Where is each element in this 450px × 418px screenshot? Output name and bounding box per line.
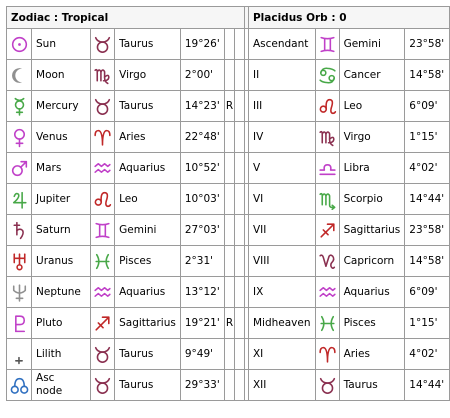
planet-name: Asc node <box>32 370 91 401</box>
planet-name: Pluto <box>32 308 91 339</box>
house-name: XII <box>248 370 315 401</box>
table-row <box>7 91 450 122</box>
planet-name: Venus <box>32 122 91 153</box>
planet-position: 29°33' <box>180 370 224 401</box>
planet-symbol <box>7 308 32 339</box>
table-row <box>7 215 450 246</box>
planet-sign: Taurus <box>115 339 181 370</box>
scorpio-icon <box>316 189 339 210</box>
empty-cell <box>235 370 244 401</box>
empty-cell <box>235 122 244 153</box>
cancer-icon <box>316 65 339 86</box>
empty-cell <box>235 60 244 91</box>
jupiter-icon <box>7 189 31 210</box>
planet-name: Mars <box>32 153 91 184</box>
venus-icon <box>7 127 31 148</box>
house-sign: Aquarius <box>339 277 405 308</box>
planet-sign-symbol <box>91 91 115 122</box>
house-position: 23°58' <box>405 215 450 246</box>
planet-sign: Sagittarius <box>115 308 181 339</box>
planet-sign-symbol <box>91 60 115 91</box>
retrograde-flag <box>224 153 234 184</box>
house-position: 1°15' <box>405 308 450 339</box>
house-name: IX <box>248 277 315 308</box>
empty-cell <box>235 91 244 122</box>
empty-cell <box>235 277 244 308</box>
planet-symbol <box>7 184 32 215</box>
planet-symbol <box>7 277 32 308</box>
planet-sign: Taurus <box>115 91 181 122</box>
astrology-chart-table <box>6 6 450 401</box>
table-row <box>7 370 450 401</box>
planet-position: 10°52' <box>180 153 224 184</box>
retrograde-flag <box>224 60 234 91</box>
planet-symbol <box>7 29 32 60</box>
planet-symbol <box>7 339 32 370</box>
house-sign-symbol <box>315 91 339 122</box>
house-sign: Libra <box>339 153 405 184</box>
planet-sign-symbol <box>91 122 115 153</box>
house-sign: Pisces <box>339 308 405 339</box>
house-sign: Gemini <box>339 29 405 60</box>
saturn-icon <box>7 220 31 241</box>
retrograde-flag: R <box>224 91 234 122</box>
aquarius-icon <box>91 282 114 303</box>
house-sign-symbol <box>315 339 339 370</box>
planet-sign: Taurus <box>115 370 181 401</box>
planet-name: Neptune <box>32 277 91 308</box>
empty-cell <box>235 339 244 370</box>
mars-icon <box>7 158 31 179</box>
lilith-icon <box>7 344 31 365</box>
north-node-icon <box>7 375 31 396</box>
planet-position: 22°48' <box>180 122 224 153</box>
planet-position: 2°31' <box>180 246 224 277</box>
planet-name: Jupiter <box>32 184 91 215</box>
empty-cell <box>235 29 244 60</box>
house-name: II <box>248 60 315 91</box>
table-row <box>7 60 450 91</box>
planet-sign: Aquarius <box>115 277 181 308</box>
house-sign: Sagittarius <box>339 215 405 246</box>
empty-cell <box>235 246 244 277</box>
house-position: 14°58' <box>405 60 450 91</box>
house-name: VII <box>248 215 315 246</box>
taurus-icon <box>91 344 114 365</box>
house-sign-symbol <box>315 29 339 60</box>
house-sign: Cancer <box>339 60 405 91</box>
planet-name: Mercury <box>32 91 91 122</box>
retrograde-flag <box>224 277 234 308</box>
house-position: 14°44' <box>405 184 450 215</box>
planet-sign-symbol <box>91 29 115 60</box>
table-row <box>7 246 450 277</box>
zodiac-title: Zodiac : Tropical <box>7 7 245 29</box>
taurus-icon <box>91 375 114 396</box>
house-sign: Leo <box>339 91 405 122</box>
house-sign-symbol <box>315 184 339 215</box>
house-sign-symbol <box>315 308 339 339</box>
capricorn-icon <box>316 251 339 272</box>
planet-symbol <box>7 215 32 246</box>
house-name: VIII <box>248 246 315 277</box>
retrograde-flag <box>224 122 234 153</box>
virgo-icon <box>316 127 339 148</box>
taurus-icon <box>91 96 114 117</box>
neptune-icon <box>7 282 31 303</box>
house-name: VI <box>248 184 315 215</box>
house-name: Midheaven <box>248 308 315 339</box>
planet-position: 19°21' <box>180 308 224 339</box>
aries-icon <box>91 127 114 148</box>
house-position: 23°58' <box>405 29 450 60</box>
gemini-icon <box>316 34 339 55</box>
table-row <box>7 29 450 60</box>
libra-icon <box>316 158 339 179</box>
planet-position: 27°03' <box>180 215 224 246</box>
aquarius-icon <box>91 158 114 179</box>
planet-symbol <box>7 91 32 122</box>
planet-sign: Aries <box>115 122 181 153</box>
uranus-icon <box>7 251 31 272</box>
house-name: XI <box>248 339 315 370</box>
aquarius-icon <box>316 282 339 303</box>
house-sign: Capricorn <box>339 246 405 277</box>
planet-symbol <box>7 153 32 184</box>
empty-cell <box>235 153 244 184</box>
house-position: 1°15' <box>405 122 450 153</box>
planet-position: 19°26' <box>180 29 224 60</box>
planet-symbol <box>7 370 32 401</box>
planet-symbol <box>7 60 32 91</box>
planet-name: Lilith <box>32 339 91 370</box>
table-row <box>7 153 450 184</box>
house-position: 6°09' <box>405 277 450 308</box>
planet-name: Sun <box>32 29 91 60</box>
house-sign-symbol <box>315 277 339 308</box>
empty-cell <box>235 215 244 246</box>
planet-symbol <box>7 122 32 153</box>
house-name: IV <box>248 122 315 153</box>
table-row <box>7 277 450 308</box>
planet-sign: Leo <box>115 184 181 215</box>
house-position: 14°58' <box>405 246 450 277</box>
retrograde-flag <box>224 339 234 370</box>
virgo-icon <box>91 65 114 86</box>
planet-position: 13°12' <box>180 277 224 308</box>
house-sign-symbol <box>315 122 339 153</box>
empty-cell <box>235 308 244 339</box>
house-position: 14°44' <box>405 370 450 401</box>
retrograde-flag <box>224 370 234 401</box>
planet-sign-symbol <box>91 215 115 246</box>
planet-sign-symbol <box>91 339 115 370</box>
planet-sign-symbol <box>91 308 115 339</box>
retrograde-flag <box>224 246 234 277</box>
planet-symbol <box>7 246 32 277</box>
retrograde-flag: R <box>224 308 234 339</box>
mercury-icon <box>7 96 31 117</box>
planet-sign: Gemini <box>115 215 181 246</box>
taurus-icon <box>91 34 114 55</box>
house-position: 4°02' <box>405 339 450 370</box>
pisces-icon <box>91 251 114 272</box>
sagittarius-icon <box>91 313 114 334</box>
placidus-title: Placidus Orb : 0 <box>248 7 449 29</box>
taurus-icon <box>316 375 339 396</box>
planet-position: 9°49' <box>180 339 224 370</box>
house-sign: Scorpio <box>339 184 405 215</box>
retrograde-flag <box>224 29 234 60</box>
planet-sign-symbol <box>91 370 115 401</box>
house-sign-symbol <box>315 215 339 246</box>
planet-sign-symbol <box>91 184 115 215</box>
house-name: III <box>248 91 315 122</box>
house-name: Ascendant <box>248 29 315 60</box>
house-sign: Taurus <box>339 370 405 401</box>
house-name: V <box>248 153 315 184</box>
pisces-icon <box>316 313 339 334</box>
pluto-icon <box>7 313 31 334</box>
planet-sign-symbol <box>91 153 115 184</box>
house-sign-symbol <box>315 370 339 401</box>
retrograde-flag <box>224 215 234 246</box>
planet-position: 2°00' <box>180 60 224 91</box>
house-sign-symbol <box>315 246 339 277</box>
planet-sign: Aquarius <box>115 153 181 184</box>
house-sign: Virgo <box>339 122 405 153</box>
planet-sign-symbol <box>91 246 115 277</box>
table-row <box>7 122 450 153</box>
planet-sign: Virgo <box>115 60 181 91</box>
planet-position: 10°03' <box>180 184 224 215</box>
moon-icon <box>7 65 31 86</box>
house-sign-symbol <box>315 60 339 91</box>
retrograde-flag <box>224 184 234 215</box>
house-position: 6°09' <box>405 91 450 122</box>
planet-name: Uranus <box>32 246 91 277</box>
planet-sign-symbol <box>91 277 115 308</box>
empty-cell <box>235 184 244 215</box>
aries-icon <box>316 344 339 365</box>
leo-icon <box>91 189 114 210</box>
sun-icon <box>7 34 31 55</box>
house-sign-symbol <box>315 153 339 184</box>
table-row <box>7 184 450 215</box>
table-row <box>7 339 450 370</box>
leo-icon <box>316 96 339 117</box>
gemini-icon <box>91 220 114 241</box>
planet-name: Saturn <box>32 215 91 246</box>
planet-position: 14°23' <box>180 91 224 122</box>
house-position: 4°02' <box>405 153 450 184</box>
planet-name: Moon <box>32 60 91 91</box>
house-sign: Aries <box>339 339 405 370</box>
planet-sign: Pisces <box>115 246 181 277</box>
planet-sign: Taurus <box>115 29 181 60</box>
table-row <box>7 308 450 339</box>
table-header-row <box>7 7 450 29</box>
sagittarius-icon <box>316 220 339 241</box>
